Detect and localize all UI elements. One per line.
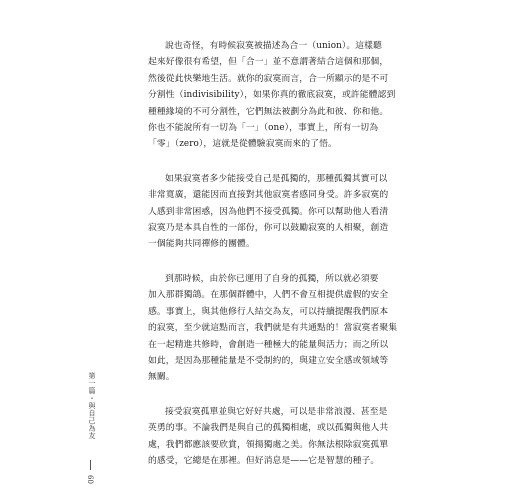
paragraph-3 — [148, 271, 398, 386]
text-line: 然後從此快樂地生活。就你的寂寞而言，合一所顯示的是不可 — [148, 73, 389, 84]
body-text — [148, 38, 398, 487]
text-line: 你也不能說所有一切為「一」（one），事實上，所有一切為 — [148, 123, 379, 134]
text-line: 人感到非常困惑，因為他們不接受孤獨。你可以幫助他人看清 — [148, 206, 389, 217]
text-line: 感。事實上，與其他修行人結交為友，可以持續提醒我們原本 — [148, 306, 389, 317]
text-line: 非常寬廣，還能因而直接對其他寂寞者感同身受。許多寂寞的 — [148, 190, 389, 201]
text-line: 在一起精進共修時，會創造一種極大的能量與活力；而之所以 — [148, 339, 389, 350]
text-line: 寂寞乃是本具自性的一部份，你可以鼓勵寂寞的人相聚，創造 — [148, 223, 389, 234]
text-line: 到那時候，由於你已運用了自身的孤獨，所以就必須要 — [165, 273, 379, 284]
text-line: 無關。 — [148, 372, 175, 383]
running-head: 第一篇・與自己為友 — [88, 372, 96, 440]
paragraph-1 — [148, 38, 396, 153]
text-line: 的感受，它總是在那裡。但好消息是——它是智慧的種子。 — [148, 455, 380, 466]
text-line: 種種緣境的不可分割性，它們無法被劃分為此和彼、你和他。 — [148, 106, 389, 117]
running-head-divider — [90, 460, 91, 470]
page-number: 60 — [86, 475, 94, 484]
text-line: 的寂寞，至少就這點而言，我們就是有共通點的！當寂寞者聚集 — [148, 323, 398, 334]
text-line: 處，我們都應該要欣賞，領揚獨處之美。你無法根除寂寞孤單 — [148, 439, 389, 450]
text-line: 分割性（indivisibility），如果你真的徹底寂寞，或許能體認到 — [148, 90, 396, 101]
text-line: 英勇的事。不論我們是與自己的孤獨相處，或以孤獨與他人共 — [148, 423, 389, 434]
text-line: 一個能夠共同禪修的團體。 — [148, 239, 255, 250]
text-line: 起來好像很有希望，但「合一」並不意謂著結合這個和那個， — [148, 57, 389, 68]
paragraph-2 — [148, 171, 393, 253]
text-line: 接受寂寞孤單並與它好好共處，可以是非常浪漫、甚至是 — [165, 406, 388, 417]
text-line: 「零」（zero），這就是從體驗寂寞而來的了悟。 — [148, 139, 337, 150]
paragraph-4 — [148, 404, 393, 470]
text-line: 加入那群獨鴿。在那個群體中，人們不會互相提供虛假的安全 — [148, 290, 389, 301]
text-line: 說也奇怪，有時候寂寞被描述為合一（union）。這樣聽 — [165, 41, 382, 51]
text-line: 如此，是因為那種能量是不受制約的，與建立安全感或領域等 — [148, 355, 389, 366]
text-line: 如果寂寞者多少能接受自己是孤獨的，那種孤獨其實可以 — [165, 173, 388, 184]
